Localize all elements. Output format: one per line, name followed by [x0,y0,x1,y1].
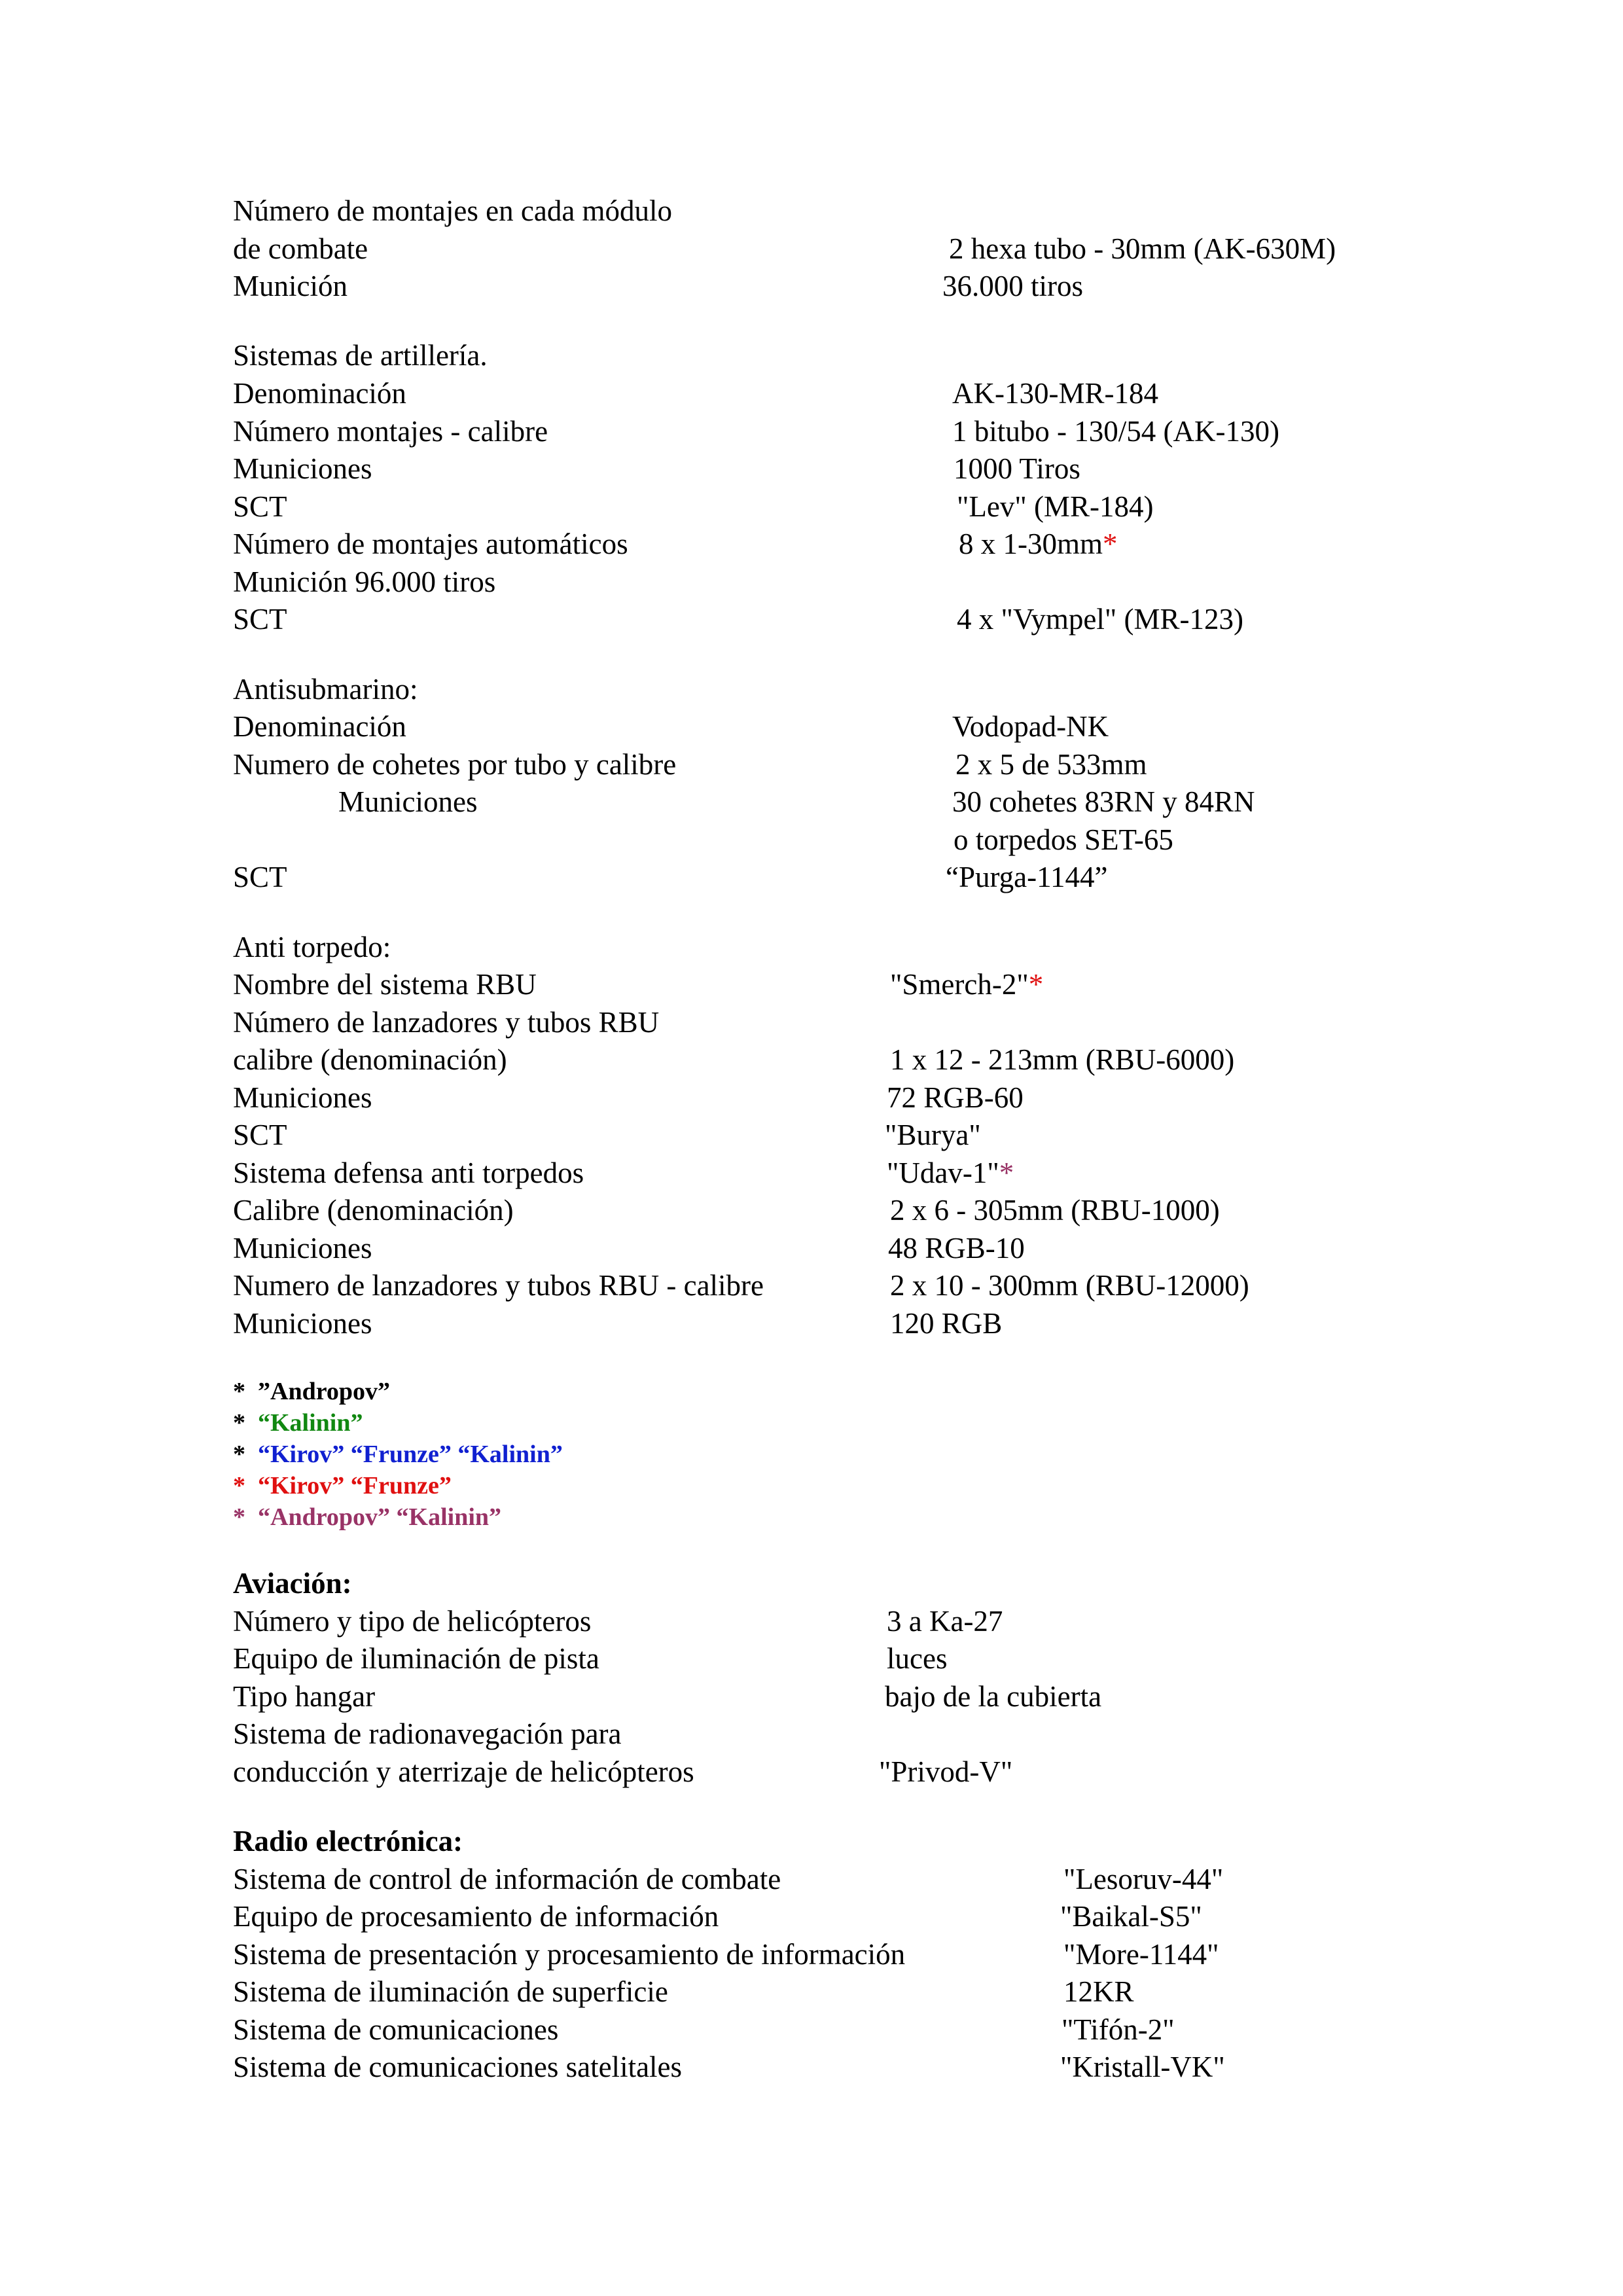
artillery-heading: Sistemas de artillería. [233,339,488,372]
aviation-label: Sistema de radionavegación para [233,1717,622,1750]
aviation-heading: Aviación: [233,1567,352,1600]
antitorpedo-label: Número de lanzadores y tubos RBU [233,1006,660,1039]
footnote-kirov-frunze [233,1471,452,1500]
footnote-andropov [233,1377,390,1406]
electronics-value: "Kristall-VK" [1060,2051,1225,2083]
aviation-label: conducción y aterrizaje de helicópteros [233,1755,694,1788]
artillery-value: 4 x "Vympel" (MR-123) [957,603,1243,636]
artillery-label: Denominación [233,377,406,410]
antisub-label: Numero de cohetes por tubo y calibre [233,748,677,781]
asterisk-mark: * [999,1157,1014,1189]
asterisk-mark: * [1028,968,1044,1001]
antitorpedo-label: Calibre (denominación) [233,1194,514,1227]
antitorpedo-label: Nombre del sistema RBU [233,968,537,1001]
aviation-label: Tipo hangar [233,1680,376,1713]
electronics-value: 12KR [1063,1975,1134,2008]
antitorpedo-label: calibre (denominación) [233,1043,507,1076]
antisub-label: SCT [233,861,287,893]
antitorpedo-value: 1 x 12 - 213mm (RBU-6000) [890,1043,1235,1076]
footnote-text: “Andropov” “Kalinin” [258,1503,502,1531]
footnote-star: * [233,1441,245,1468]
electronics-value: "Tifón-2" [1061,2013,1175,2046]
electronics-label: Sistema de comunicaciones satelitales [233,2051,683,2083]
antitorpedo-value: 2 x 10 - 300mm (RBU-12000) [890,1269,1249,1302]
artillery-label: Munición 96.000 tiros [233,565,496,598]
artillery-value: 1 bitubo - 130/54 (AK-130) [952,415,1279,448]
footnote-star: * [233,1503,245,1531]
aviation-label: Equipo de iluminación de pista [233,1642,599,1675]
antitorpedo-label: SCT [233,1119,287,1151]
antitorpedo-value-text: "Smerch-2" [890,968,1029,1001]
artillery-label: SCT [233,603,287,636]
electronics-heading: Radio electrónica: [233,1825,463,1857]
footnote-text: “Kirov” “Frunze” [258,1472,452,1499]
gun-mounts-label-line2: de combate [233,232,368,265]
antitorpedo-heading: Anti torpedo: [233,931,391,963]
antitorpedo-value-text: "Udav-1" [887,1157,999,1189]
antisub-value: “Purga-1144” [946,861,1108,893]
antitorpedo-value: 48 RGB-10 [888,1232,1025,1265]
antitorpedo-value [890,967,1043,1001]
artillery-value: "Lev" (MR-184) [957,490,1154,523]
artillery-label: Número montajes - calibre [233,415,548,448]
aviation-label: Número y tipo de helicópteros [233,1605,592,1638]
antitorpedo-value: "Burya" [885,1119,981,1151]
footnote-text: “Kalinin” [258,1409,363,1437]
antitorpedo-value: 120 RGB [890,1307,1003,1340]
aviation-value: luces [887,1642,948,1675]
footnote-star: * [233,1409,245,1437]
footnote-kirov-frunze-kalinin [233,1440,563,1469]
artillery-label: Municiones [233,452,372,485]
aviation-value: "Privod-V" [879,1755,1013,1788]
artillery-label: SCT [233,490,287,523]
artillery-value-text: 8 x 1-30mm [959,528,1103,560]
electronics-label: Sistema de control de información de combate [233,1863,781,1895]
electronics-label: Equipo de procesamiento de información [233,1900,719,1933]
footnote-text: “Kirov” “Frunze” “Kalinin” [258,1441,563,1468]
footnote-text: ”Andropov” [258,1378,391,1405]
antitorpedo-value [887,1156,1014,1190]
antisub-heading: Antisubmarino: [233,673,418,706]
gun-ammo-label: Munición [233,270,348,302]
antisub-value: Vodopad-NK [952,710,1109,743]
electronics-label: Sistema de comunicaciones [233,2013,559,2046]
electronics-label: Sistema de presentación y procesamiento de información [233,1938,906,1971]
gun-ammo-value: 36.000 tiros [942,270,1084,302]
gun-mounts-value: 2 hexa tubo - 30mm (AK-630M) [949,232,1336,265]
aviation-value: 3 a Ka-27 [887,1605,1003,1638]
antisub-label: Municiones [338,785,478,818]
antitorpedo-value: 2 x 6 - 305mm (RBU-1000) [890,1194,1220,1227]
footnote-star: * [233,1472,245,1499]
antitorpedo-value: 72 RGB-60 [887,1081,1024,1114]
electronics-label: Sistema de iluminación de superficie [233,1975,668,2008]
footnote-kalinin [233,1408,363,1437]
antisub-value: 2 x 5 de 533mm [955,748,1147,781]
artillery-label: Número de montajes automáticos [233,528,628,560]
artillery-value: 1000 Tiros [954,452,1080,485]
artillery-value [959,527,1118,561]
electronics-value: "More-1144" [1063,1938,1219,1971]
antitorpedo-label: Sistema defensa anti torpedos [233,1157,584,1189]
antisub-value: 30 cohetes 83RN y 84RN [952,785,1255,818]
antitorpedo-label: Municiones [233,1307,372,1340]
gun-mounts-label-line1: Número de montajes en cada módulo [233,194,673,227]
footnote-andropov-kalinin [233,1503,501,1532]
antitorpedo-label: Municiones [233,1081,372,1114]
electronics-value: "Baikal-S5" [1060,1900,1202,1933]
artillery-value: AK-130-MR-184 [952,377,1158,410]
aviation-value: bajo de la cubierta [885,1680,1102,1713]
asterisk-mark: * [1103,528,1118,560]
electronics-value: "Lesoruv-44" [1063,1863,1224,1895]
footnote-star: * [233,1378,245,1405]
antisub-label: Denominación [233,710,406,743]
antisub-value: o torpedos SET-65 [954,823,1173,856]
antitorpedo-label: Municiones [233,1232,372,1265]
antitorpedo-label: Numero de lanzadores y tubos RBU - calibre [233,1269,764,1302]
